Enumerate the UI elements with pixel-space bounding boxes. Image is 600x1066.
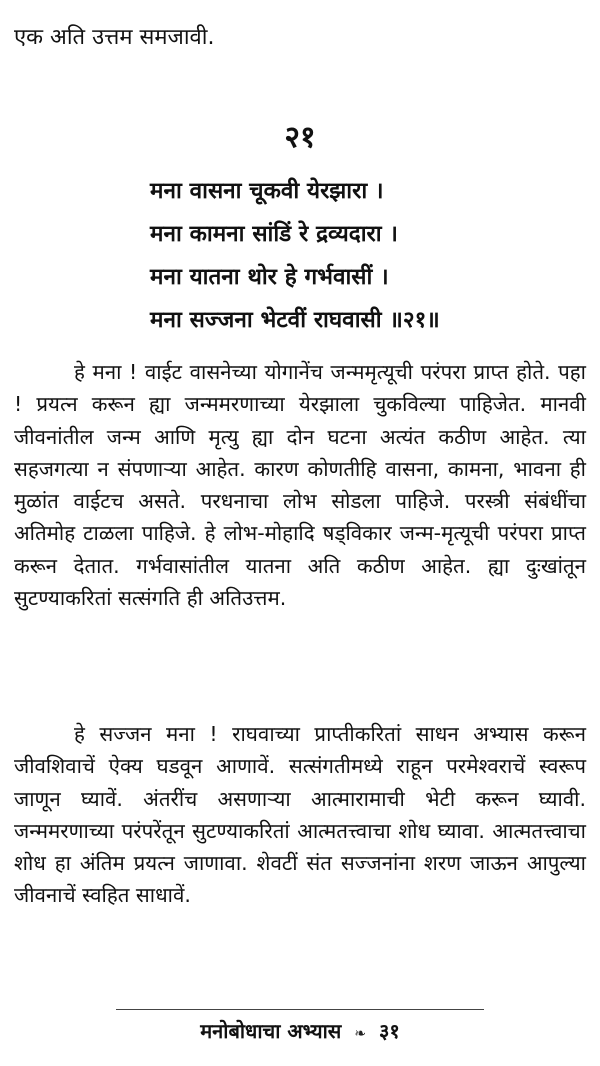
footer-book-title: मनोबोधाचा अभ्यास: [200, 1019, 342, 1043]
verse-number: २१: [284, 120, 316, 155]
footer-divider: [116, 1009, 484, 1010]
footer-ornament-icon: ❧: [354, 1026, 366, 1042]
verse-line-2: मना कामना सांडिं रे द्रव्यदारा ।: [150, 221, 398, 247]
verse-line-3: मना यातना थोर हे गर्भवासीं ।: [150, 264, 389, 290]
commentary-paragraph-1: हे मना ! वाईट वासनेच्या योगानेंच जन्ममृत्यूची परंपरा प्राप्त होते. पहा ! प्रयत्न करून ह्या जन्ममरणाच्या येरझाला चुकविल्या पाहिजेत. मानवी जीवनांतील जन्म आणि मृत्यु ह्या दोन घटना अत्यंत कठीण आहेत. त्या सहजगत्या न संपणाऱ्या आहेत. कारण कोणतीहि वासना, कामना, भावना ही मुळांत वाईटच असते. परधनाचा लोभ सोडला पाहिजे. परस्त्री संबंधींचा अतिमोह टाळला पाहिजे. हे लोभ-मोहादि षड्विकार जन्म-मृत्यूची परंपरा प्राप्त करून देतात. गर्भवासांतील यातना अति कठीण आहेत. ह्या दुःखांतून सुटण्याकरितां सत्संगति ही अतिउत्तम.: [14, 360, 586, 611]
page-number: ३१: [378, 1019, 400, 1043]
commentary-paragraph-2: हे सज्जन मना ! राघवाच्या प्राप्तीकरितां साधन अभ्यास करून जीवशिवाचें ऐक्य घडवून आणावें. सत्संगतीमध्ये राहून परमेश्वराचें स्वरूप जाणून घ्यावें. अंतरींच असणाऱ्या आत्मारामाची भेटी करून घ्यावी. जन्ममरणाच्या परंपरेंतून सुटण्याकरितां आत्मतत्त्वाचा शोध घ्यावा. आत्मतत्त्वाचा शोध हा अंतिम प्रयत्न जाणावा. शेवटीं संत सज्जनांना शरण जाऊन आपुल्या जीवनाचें स्वहित साधावें.: [14, 722, 586, 908]
intro-text: एक अति उत्तम समजावी.: [14, 25, 215, 50]
page-footer: [0, 1016, 600, 1049]
verse-line-1: मना वासना चूकवी येरझारा ।: [150, 178, 384, 204]
verse-line-4: मना सज्जना भेटवीं राघवासी ॥२१॥: [150, 307, 440, 333]
verse-block: [150, 170, 590, 342]
